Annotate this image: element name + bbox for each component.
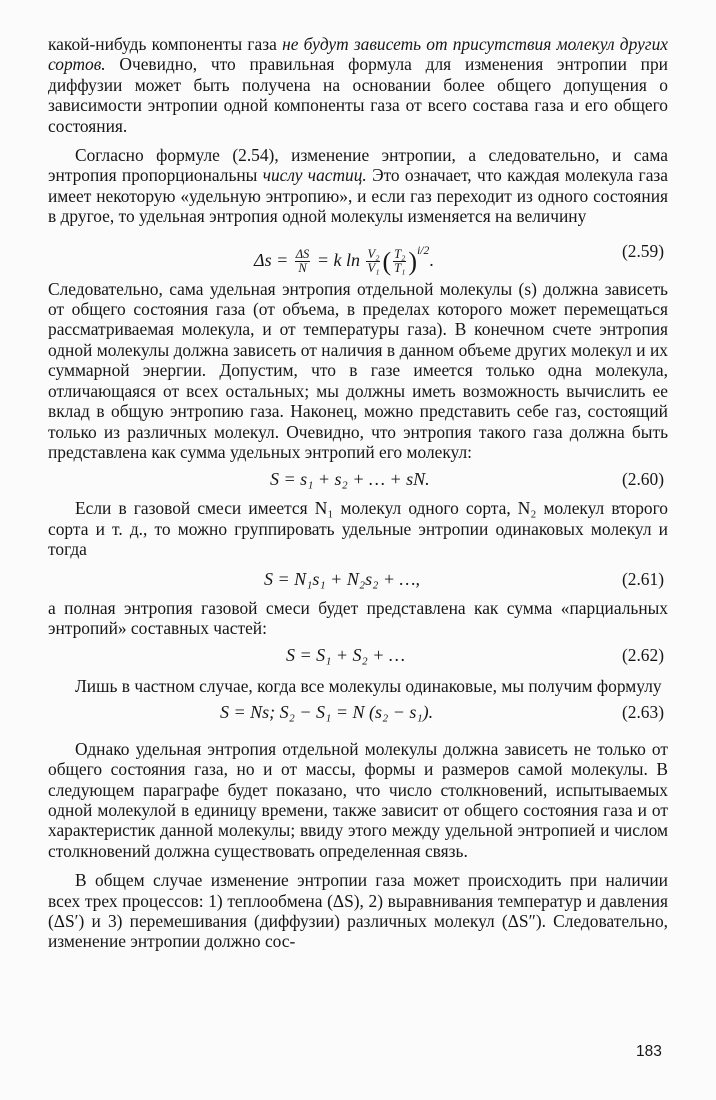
paragraph-6: Лишь в частном случае, когда все молекулы одинаковые, мы получим формулу bbox=[75, 676, 662, 697]
equation-2-59: Δs = $\frac{\Delta S}{N}$ = k ln $\frac{\text{V₂}}{\text{V₁}}$ ( $\frac{\text{T₂}}{\text{T₁}}$ )$^{i/2}$. (2.59) bbox=[48, 231, 668, 271]
equation-number: (2.60) bbox=[621, 469, 664, 490]
equation-number: (2.61) bbox=[621, 568, 664, 589]
paragraph-3: Следовательно, сама удельная энтропия отдельной молекулы (s) должна зависеть от общего состояния газа (от объема, в пределах которого может перемещаться рассматриваемая молекула, и от температуры газа). В конечном счете энтропия одной молекулы должна зависеть от наличия в данном объеме других молекул и их суммарной энергии. Допустим, что в газе имеется только одна молекула, отличающаяся от всех остальных; мы должны иметь возможность вычислить ее вклад в общую энтропию газа. Наконец, можно представить себе газ, состоящий только из различных молекул. Очевидно, что энтропия такого газа должна быть представлена как сумма удельных энтропий его молекул: bbox=[48, 278, 668, 462]
page-number: 183 bbox=[636, 1043, 662, 1060]
paragraph-8: В общем случае изменение энтропии газа может происходить при наличии всех трех процессов: 1) теплообмена (ΔS), 2) выравнивания температур и давления (ΔS′) и 3) перемешивания (диффузии) различных молекул (ΔS″). Следовательно, изменение энтропии должно сос- bbox=[48, 870, 668, 952]
fraction: $\frac{\text{V₂}}{\text{V₁}}$ bbox=[367, 247, 380, 276]
paragraph-5: а полная энтропия газовой смеси будет представлена как сумма «парциальных энтропий» составных частей: bbox=[48, 597, 668, 638]
equation-number: (2.63) bbox=[621, 701, 664, 722]
paragraph-2: Согласно формуле (2.54), изменение энтропии, а следовательно, и сама энтропия пропорциональны числу частиц. Это означает, что каждая молекула газа имеет некоторую «удельную энтропию», и если газ переходит из одного состояния в другое, то удельная энтропия одной молекулы изменяется на величину bbox=[48, 145, 668, 227]
fraction: $\frac{\text{T₂}}{\text{T₁}}$ bbox=[394, 247, 406, 276]
paragraph-4: Если в газовой смеси имеется N₁ молекул одного сорта, N₂ молекул второго сорта и т. д., то можно группировать удельные энтропии одинаковых молекул и тогда bbox=[48, 498, 668, 560]
equation-number: (2.62) bbox=[621, 645, 664, 666]
emphasis-text: не будут зависеть от присутствия молекул других сортов. bbox=[48, 34, 668, 75]
paragraph-7: Однако удельная энтропия отдельной молекулы должна зависеть не только от общего состояния газа, но и от массы, формы и размеров самой молекулы. В следующем параграфе будет показано, что число столкновений, испытываемых одной молекулой в единицу времени, также зависит от общего состояния газа и от характеристик данной молекулы; ввиду этого между удельной энтропией и числом столкновений должна существовать определенная связь. bbox=[48, 738, 668, 861]
equation-2-60: S = s₁ + s₂ + … + sN. (2.60) bbox=[48, 466, 668, 492]
paragraph-1: какой-нибудь компоненты газа не будут зависеть от присутствия молекул других сортов. Очевидно, что правильная формула для изменения энтропии при диффузии может быть получена на основании более общего допущения о зависимости энтропии одной компоненты газа от всего состава газа и его общего состояния. bbox=[48, 34, 668, 136]
equation-2-63: S = Ns; S₂ − S₁ = N (s₂ − s₁). (2.63) bbox=[48, 699, 668, 725]
equation-number: (2.59) bbox=[621, 240, 664, 261]
emphasis-text: числу частиц. bbox=[262, 165, 367, 186]
equation-2-62: S = S₁ + S₂ + … (2.62) bbox=[48, 642, 668, 668]
equation-2-61: S = N₁s₁ + N₂s₂ + …, (2.61) bbox=[48, 566, 668, 592]
page-content bbox=[48, 34, 668, 952]
fraction: $\frac{\Delta S}{N}$ bbox=[295, 247, 310, 276]
